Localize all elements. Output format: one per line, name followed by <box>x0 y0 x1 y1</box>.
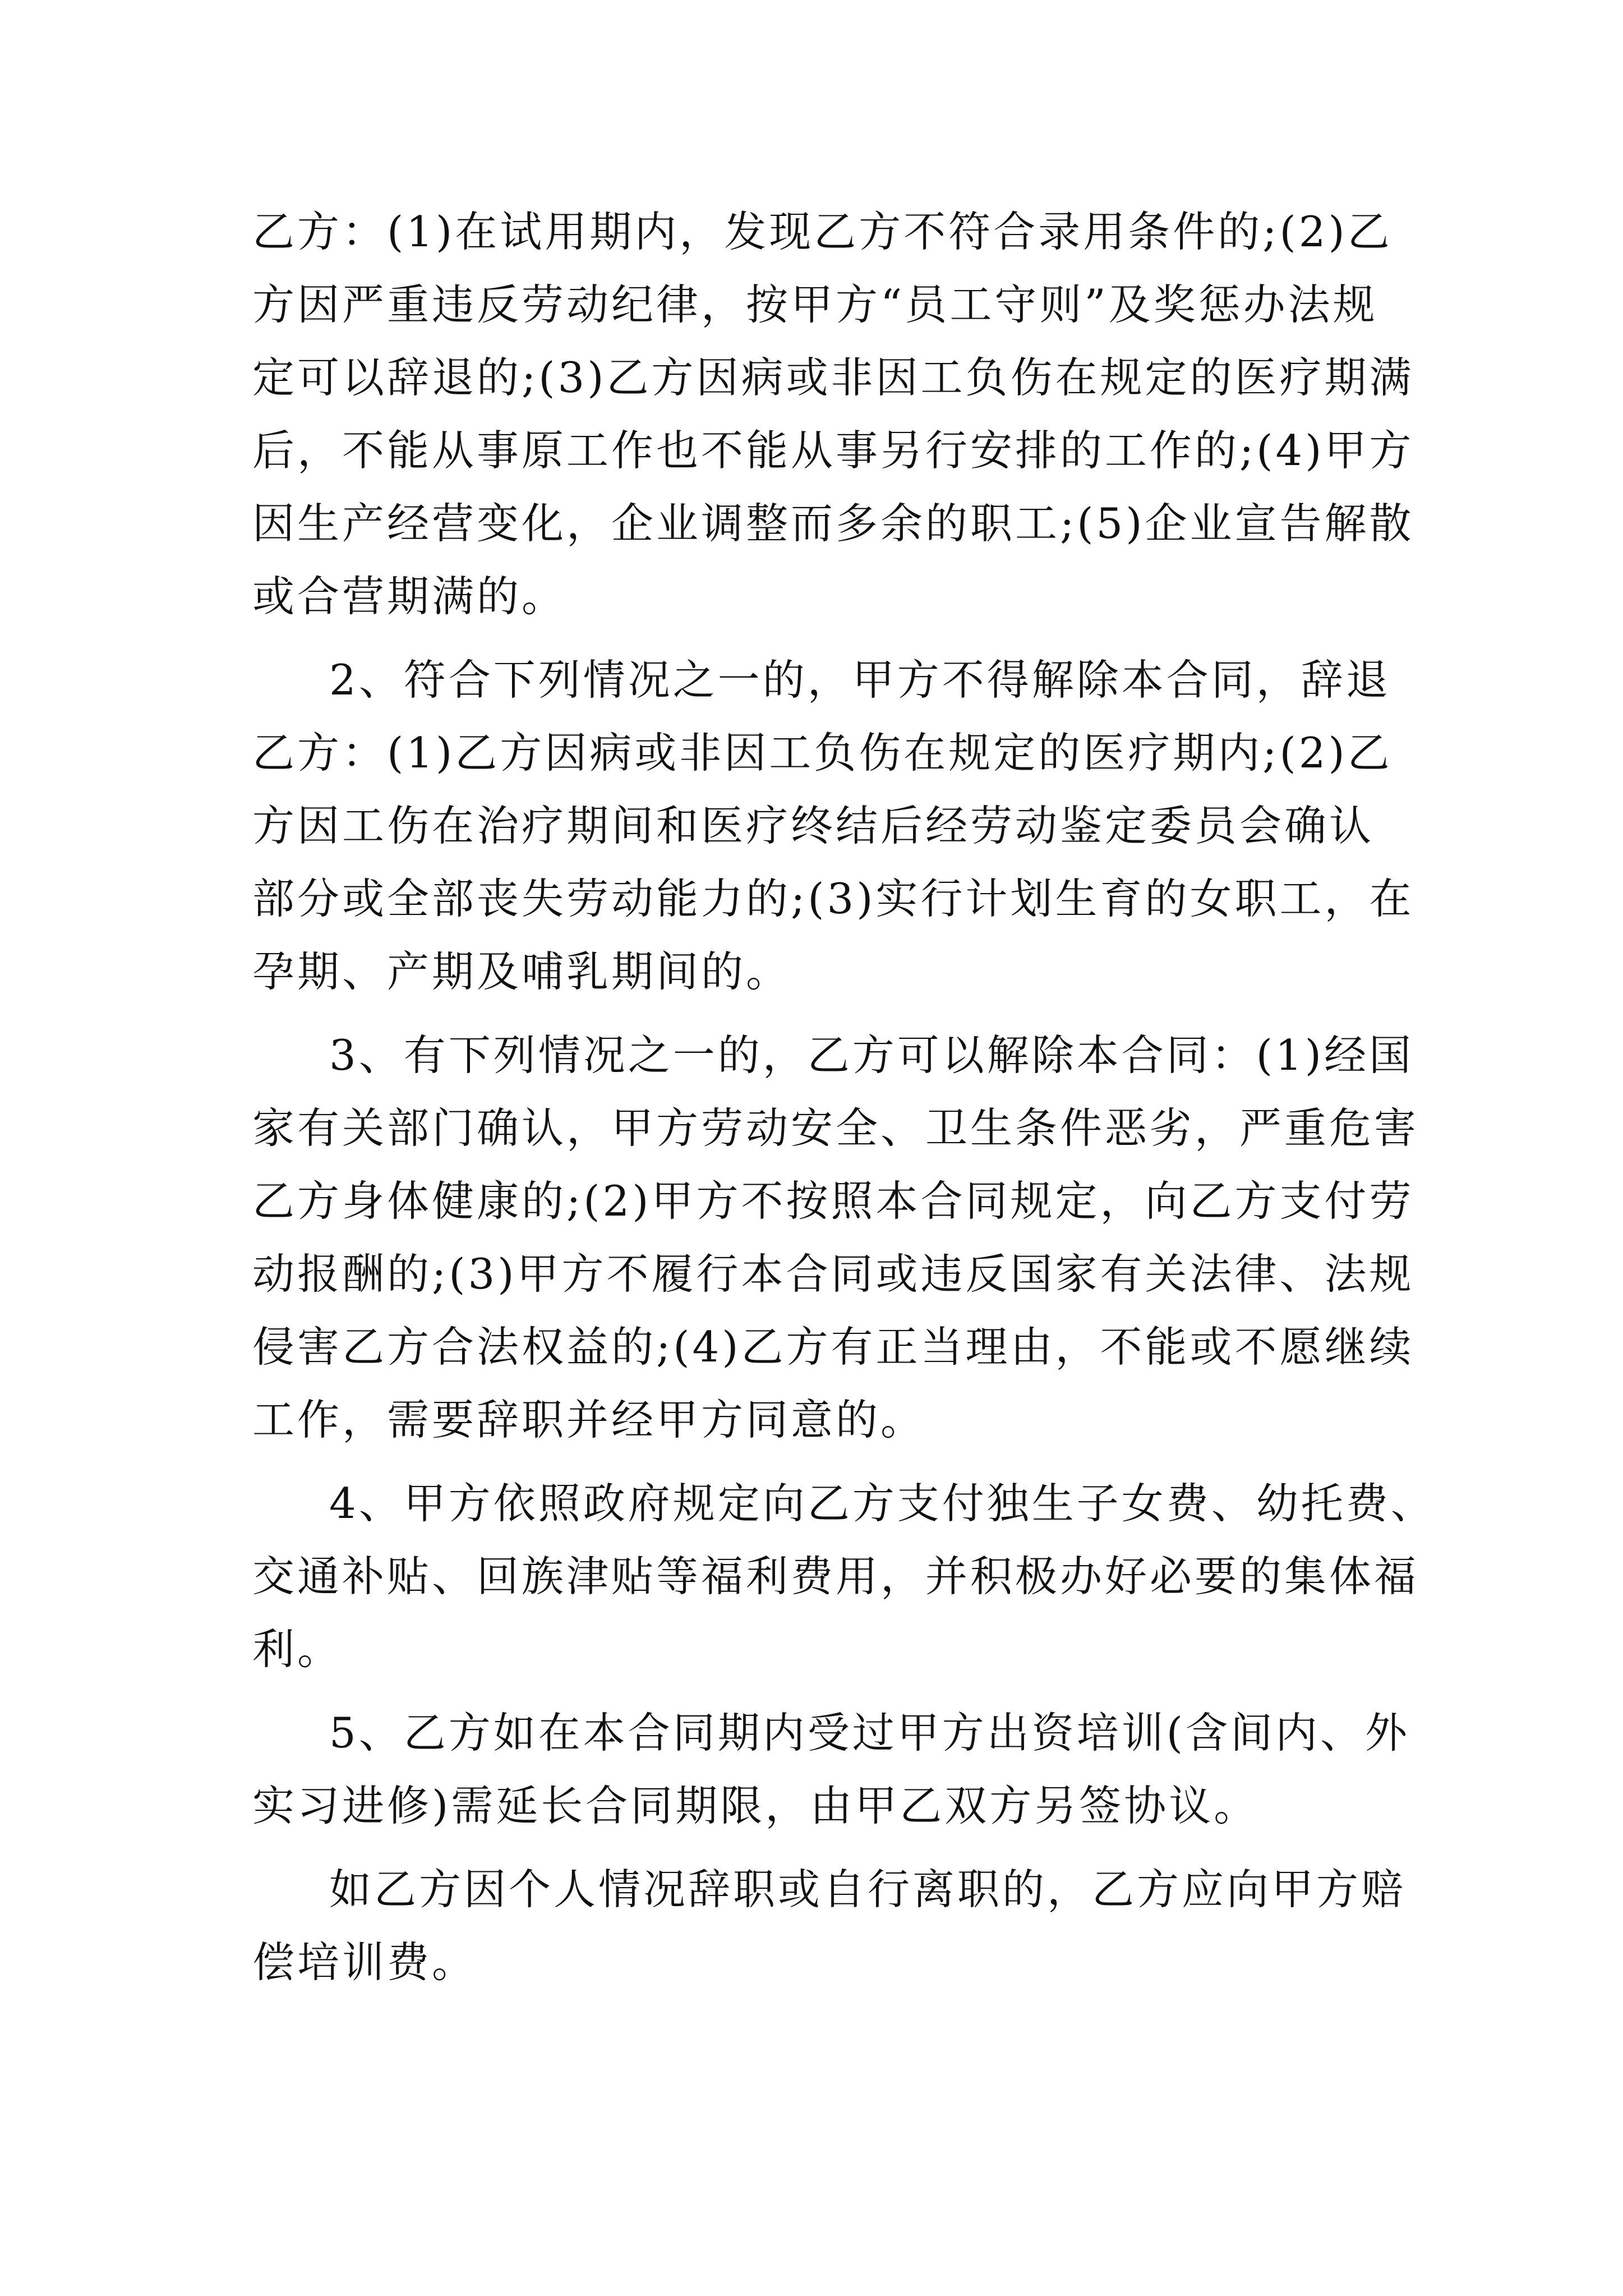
text-line: 4、甲方依照政府规定向乙方支付独生子女费、幼托费、 <box>329 1479 1436 1528</box>
text-line: 2、符合下列情况之一的，甲方不得解除本合同，辞退 <box>329 655 1391 705</box>
text-line: 实习进修)需延长合同期限，由甲乙双方另签协议。 <box>252 1781 1259 1830</box>
text-line: 如乙方因个人情况辞职或自行离职的，乙方应向甲方赔 <box>329 1865 1407 1914</box>
text-line: 乙方：(1)乙方因病或非因工负伤在规定的医疗期内;(2)乙 <box>252 728 1393 777</box>
paragraph-1 <box>252 195 1414 633</box>
text-line: 部分或全部丧失劳动能力的;(3)实行计划生育的女职工，在 <box>252 874 1414 923</box>
paragraph-spacer <box>252 1842 1380 1853</box>
text-line: 方因严重违反劳动纪律，按甲方“员工守则”及奖惩办法规 <box>252 280 1378 329</box>
text-line: 利。 <box>252 1625 343 1674</box>
text-line: 后，不能从事原工作也不能从事另行安排的工作的;(4)甲方 <box>252 426 1414 475</box>
text-line: 3、有下列情况之一的，乙方可以解除本合同：(1)经国 <box>329 1030 1414 1080</box>
paragraph-spacer <box>252 1456 1380 1467</box>
document-body <box>252 195 1436 1999</box>
text-line: 因生产经营变化，企业调整而多余的职工;(5)企业宣告解散 <box>252 499 1414 548</box>
paragraph-5 <box>252 1696 1410 1842</box>
paragraph-6 <box>252 1853 1407 1999</box>
text-line: 偿培训费。 <box>252 1938 477 1987</box>
text-line: 定可以辞退的;(3)乙方因病或非因工负伤在规定的医疗期满 <box>252 353 1414 402</box>
text-line: 乙方身体健康的;(2)甲方不按照本合同规定，向乙方支付劳 <box>252 1176 1414 1226</box>
paragraph-4 <box>252 1467 1436 1686</box>
paragraph-spacer <box>252 1008 1380 1019</box>
text-line: 侵害乙方合法权益的;(4)乙方有正当理由，不能或不愿继续 <box>252 1322 1414 1372</box>
text-line: 5、乙方如在本合同期内受过甲方出资培训(含间内、外 <box>329 1708 1410 1757</box>
text-line: 乙方：(1)在试用期内，发现乙方不符合录用条件的;(2)乙 <box>252 207 1393 256</box>
text-line: 动报酬的;(3)甲方不履行本合同或违反国家有关法律、法规 <box>252 1249 1414 1299</box>
paragraph-3 <box>252 1019 1419 1456</box>
text-line: 方因工伤在治疗期间和医疗终结后经劳动鉴定委员会确认 <box>252 801 1375 850</box>
text-line: 或合营期满的。 <box>252 572 567 621</box>
text-line: 孕期、产期及哺乳期间的。 <box>252 947 791 996</box>
paragraph-spacer <box>252 1686 1380 1696</box>
text-line: 工作，需要辞职并经甲方同意的。 <box>252 1395 926 1444</box>
text-line: 交通补贴、回族津贴等福利费用，并积极办好必要的集体福 <box>252 1552 1419 1601</box>
paragraph-spacer <box>252 633 1380 643</box>
text-line: 家有关部门确认，甲方劳动安全、卫生条件恶劣，严重危害 <box>252 1103 1419 1153</box>
paragraph-2 <box>252 643 1414 1008</box>
